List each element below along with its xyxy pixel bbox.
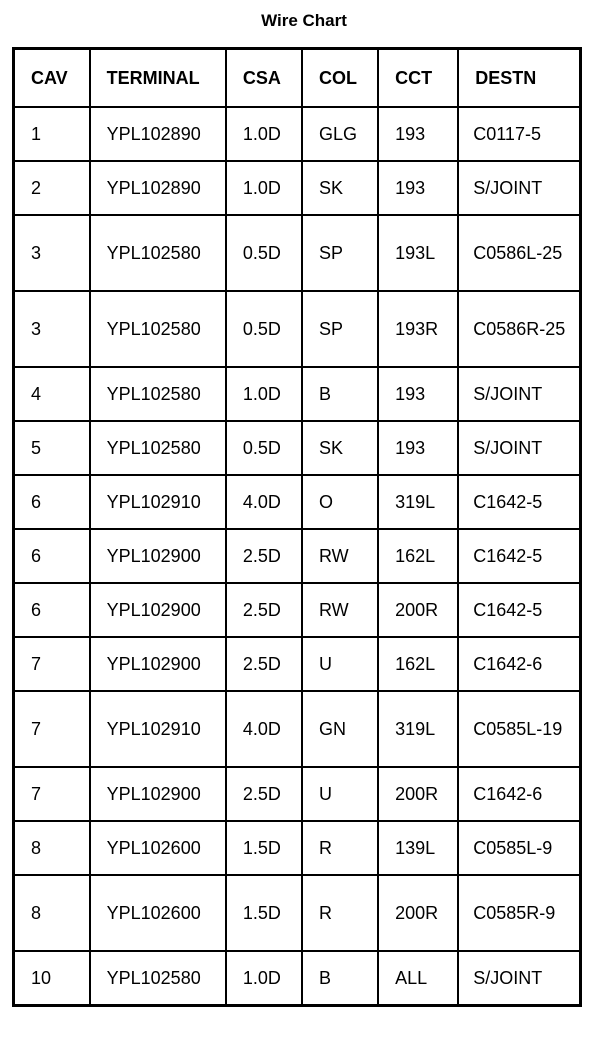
cell-cct: 319L [378, 475, 458, 529]
cell-col: SK [302, 421, 378, 475]
table-row [14, 875, 581, 951]
cell-cav: 8 [14, 875, 90, 951]
cell-col: RW [302, 529, 378, 583]
cell-cct: 193L [378, 215, 458, 291]
cell-terminal: YPL102580 [90, 951, 226, 1006]
column-header-col: COL [302, 49, 378, 108]
column-header-destn: DESTN [458, 49, 580, 108]
cell-col: B [302, 367, 378, 421]
table-row [14, 951, 581, 1006]
cell-cav: 10 [14, 951, 90, 1006]
column-header-cav: CAV [14, 49, 90, 108]
cell-terminal: YPL102600 [90, 821, 226, 875]
cell-cct: 200R [378, 767, 458, 821]
table-row [14, 367, 581, 421]
cell-cav: 1 [14, 107, 90, 161]
cell-destn: C1642-5 [458, 583, 580, 637]
cell-col: GLG [302, 107, 378, 161]
cell-csa: 1.5D [226, 875, 302, 951]
table-row [14, 291, 581, 367]
cell-terminal: YPL102580 [90, 421, 226, 475]
cell-destn: C1642-6 [458, 767, 580, 821]
table-row [14, 821, 581, 875]
cell-col: O [302, 475, 378, 529]
cell-destn: S/JOINT [458, 161, 580, 215]
cell-terminal: YPL102580 [90, 215, 226, 291]
table-row [14, 691, 581, 767]
cell-csa: 1.0D [226, 951, 302, 1006]
cell-terminal: YPL102580 [90, 367, 226, 421]
cell-cav: 3 [14, 291, 90, 367]
cell-cct: 193R [378, 291, 458, 367]
cell-terminal: YPL102600 [90, 875, 226, 951]
column-header-csa: CSA [226, 49, 302, 108]
cell-terminal: YPL102910 [90, 475, 226, 529]
cell-csa: 4.0D [226, 475, 302, 529]
cell-cav: 4 [14, 367, 90, 421]
cell-csa: 2.5D [226, 583, 302, 637]
table-row [14, 767, 581, 821]
cell-terminal: YPL102890 [90, 107, 226, 161]
cell-col: RW [302, 583, 378, 637]
cell-cav: 7 [14, 637, 90, 691]
table-row [14, 475, 581, 529]
cell-cct: 193 [378, 367, 458, 421]
cell-terminal: YPL102900 [90, 529, 226, 583]
cell-destn: S/JOINT [458, 421, 580, 475]
cell-destn: C0586R-25 [458, 291, 580, 367]
cell-cct: 200R [378, 583, 458, 637]
cell-csa: 1.0D [226, 161, 302, 215]
cell-terminal: YPL102900 [90, 637, 226, 691]
cell-col: U [302, 767, 378, 821]
cell-csa: 2.5D [226, 529, 302, 583]
cell-destn: S/JOINT [458, 951, 580, 1006]
cell-cct: 162L [378, 529, 458, 583]
cell-destn: C1642-6 [458, 637, 580, 691]
table-row [14, 421, 581, 475]
cell-cct: 139L [378, 821, 458, 875]
table-row [14, 583, 581, 637]
cell-csa: 2.5D [226, 767, 302, 821]
cell-csa: 1.0D [226, 367, 302, 421]
cell-cct: 193 [378, 161, 458, 215]
cell-destn: C1642-5 [458, 529, 580, 583]
cell-terminal: YPL102910 [90, 691, 226, 767]
cell-csa: 4.0D [226, 691, 302, 767]
table-row [14, 637, 581, 691]
cell-col: SP [302, 215, 378, 291]
cell-csa: 1.0D [226, 107, 302, 161]
cell-terminal: YPL102890 [90, 161, 226, 215]
cell-cct: 162L [378, 637, 458, 691]
wire-chart-table [12, 47, 582, 1007]
cell-destn: C0585L-19 [458, 691, 580, 767]
column-header-terminal: TERMINAL [90, 49, 226, 108]
cell-col: U [302, 637, 378, 691]
cell-terminal: YPL102580 [90, 291, 226, 367]
cell-csa: 0.5D [226, 421, 302, 475]
cell-cav: 8 [14, 821, 90, 875]
cell-col: GN [302, 691, 378, 767]
cell-col: SK [302, 161, 378, 215]
cell-cav: 5 [14, 421, 90, 475]
table-row [14, 215, 581, 291]
cell-destn: S/JOINT [458, 367, 580, 421]
cell-terminal: YPL102900 [90, 583, 226, 637]
cell-cct: 319L [378, 691, 458, 767]
cell-col: R [302, 875, 378, 951]
column-header-cct: CCT [378, 49, 458, 108]
cell-cct: ALL [378, 951, 458, 1006]
cell-cav: 6 [14, 475, 90, 529]
cell-csa: 1.5D [226, 821, 302, 875]
cell-cav: 2 [14, 161, 90, 215]
cell-col: R [302, 821, 378, 875]
cell-destn: C0117-5 [458, 107, 580, 161]
table-row [14, 161, 581, 215]
cell-destn: C0585L-9 [458, 821, 580, 875]
table-row [14, 107, 581, 161]
cell-cct: 193 [378, 107, 458, 161]
cell-cav: 6 [14, 529, 90, 583]
cell-csa: 0.5D [226, 291, 302, 367]
cell-cav: 7 [14, 691, 90, 767]
cell-destn: C1642-5 [458, 475, 580, 529]
table-header-row [14, 49, 581, 108]
table-row [14, 529, 581, 583]
page-title: Wire Chart [261, 11, 347, 30]
cell-col: B [302, 951, 378, 1006]
cell-terminal: YPL102900 [90, 767, 226, 821]
cell-destn: C0585R-9 [458, 875, 580, 951]
cell-cav: 3 [14, 215, 90, 291]
cell-csa: 0.5D [226, 215, 302, 291]
cell-destn: C0586L-25 [458, 215, 580, 291]
cell-col: SP [302, 291, 378, 367]
cell-cav: 7 [14, 767, 90, 821]
cell-csa: 2.5D [226, 637, 302, 691]
cell-cav: 6 [14, 583, 90, 637]
cell-cct: 193 [378, 421, 458, 475]
cell-cct: 200R [378, 875, 458, 951]
